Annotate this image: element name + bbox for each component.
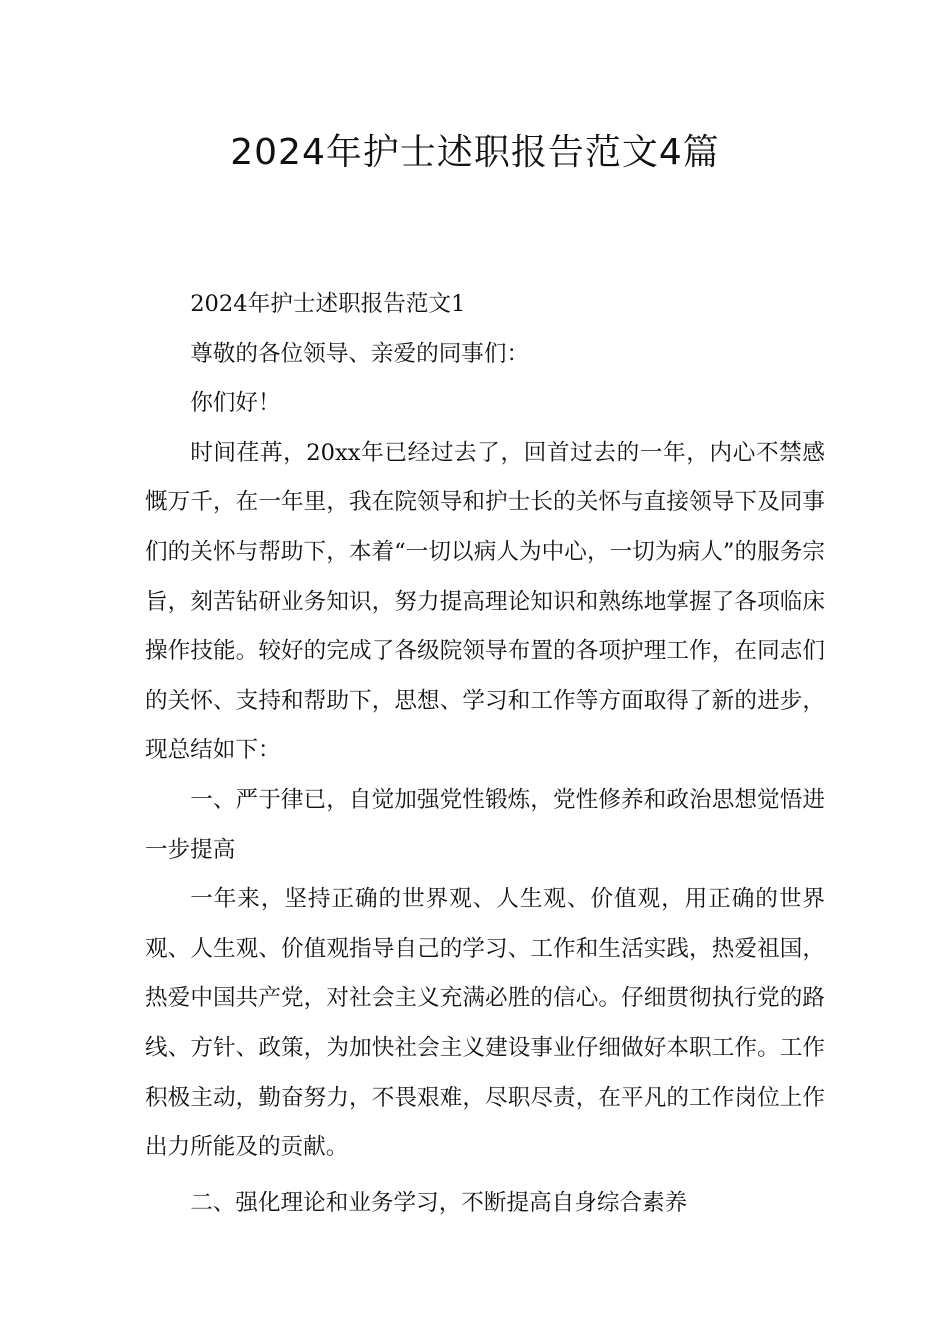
subsection-heading: 二、强化理论和业务学习，不断提高自身综合素养: [190, 1189, 688, 1216]
greeting: 你们好！: [190, 390, 281, 417]
document-title: 2024年护士述职报告范文4篇: [230, 132, 720, 173]
subsection-heading: 一、严于律已，自觉加强党性锻炼，党性修养和政治思想觉悟进一步提高: [145, 786, 825, 863]
document-body: [145, 280, 825, 1228]
body-paragraph: 一年来，坚持正确的世界观、人生观、价值观，用正确的世界观、人生观、价值观指导自己的学习、工作和生活实践，热爱祖国，热爱中国共产党，对社会主义充满必胜的信心。仔细贯彻执行党的路线、方针、政策，为加快社会主义建设事业仔细做好本职工作。工作积极主动，勤奋努力，不畏艰难，尽职尽责，在平凡的工作岗位上作出力所能及的贡献。: [145, 886, 825, 1161]
body-paragraph: 时间荏苒，20xx年已经过去了，回首过去的一年，内心不禁感慨万千，在一年里，我在院领导和护士长的关怀与直接领导下及同事们的关怀与帮助下，本着“一切以病人为中心，一切为病人”的服务宗旨，刻苦钻研业务知识，努力提高理论知识和熟练地掌握了各项临床操作技能。较好的完成了各级院领导布置的各项护理工作，在同志们的关怀、支持和帮助下，思想、学习和工作等方面取得了新的进步，现总结如下：: [145, 439, 825, 764]
section-heading: 2024年护士述职报告范文1: [190, 291, 466, 317]
salutation: 尊敬的各位领导、亲爱的同事们：: [190, 340, 530, 367]
